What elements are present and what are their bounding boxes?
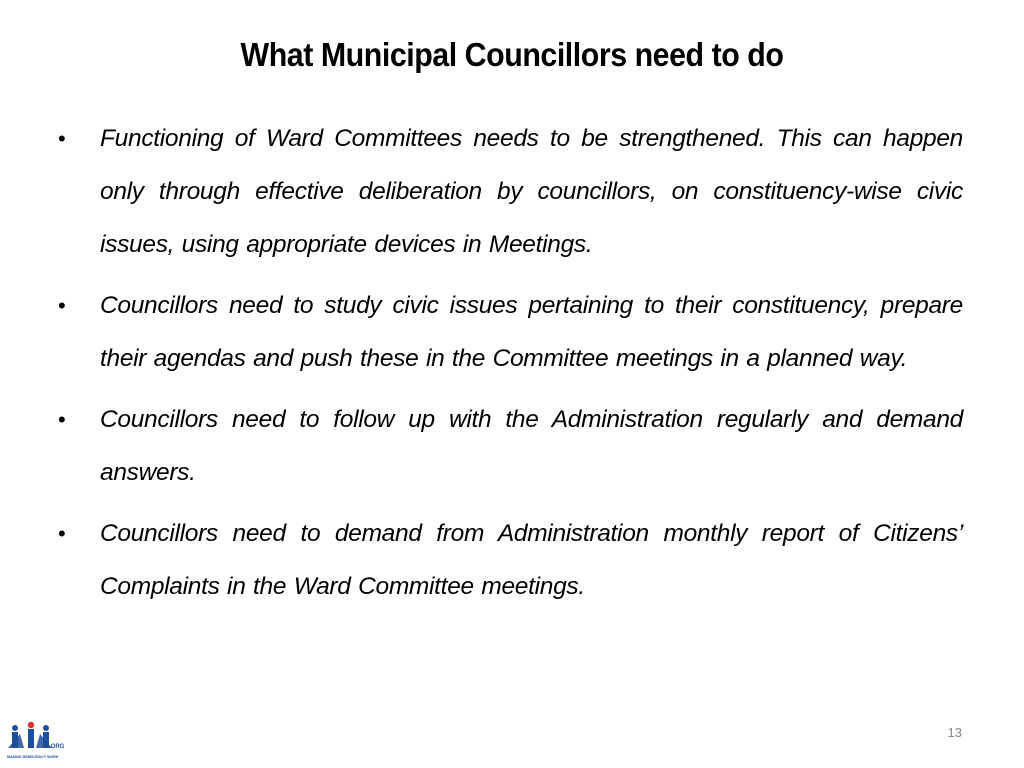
bullet-item — [58, 279, 963, 385]
page-number: 13 — [947, 725, 962, 740]
bullet-text: Councillors need to demand from Administration monthly report of Citizens’ Complaints in the Ward Committee meetings. — [100, 520, 963, 600]
svg-text:.ORG: .ORG — [49, 744, 65, 750]
bullet-icon: • — [58, 407, 66, 432]
bullet-text: Councillors need to follow up with the Administration regularly and demand answers. — [100, 406, 963, 486]
bullet-icon: • — [58, 293, 66, 318]
bullet-item — [58, 393, 963, 499]
slide-title: What Municipal Councillors need to do — [240, 36, 784, 73]
bullet-icon: • — [58, 126, 66, 151]
bullet-text: Functioning of Ward Committees needs to be strengthened. This can happen only through effective deliberation by councillors, on constituency-wise civic issues, using appropriate devices in Meetings. — [100, 125, 963, 258]
bullet-icon: • — [58, 521, 66, 546]
bullet-item — [58, 507, 963, 613]
bullet-item — [58, 112, 963, 271]
bullet-list — [58, 112, 963, 621]
bullet-text: Councillors need to study civic issues pertaining to their constituency, prepare their agendas and push these in the Committee meetings in a planned way. — [100, 292, 963, 372]
praja-logo-icon — [6, 720, 65, 762]
svg-text:MAKING DEMOCRACY WORK: MAKING DEMOCRACY WORK — [7, 755, 59, 759]
